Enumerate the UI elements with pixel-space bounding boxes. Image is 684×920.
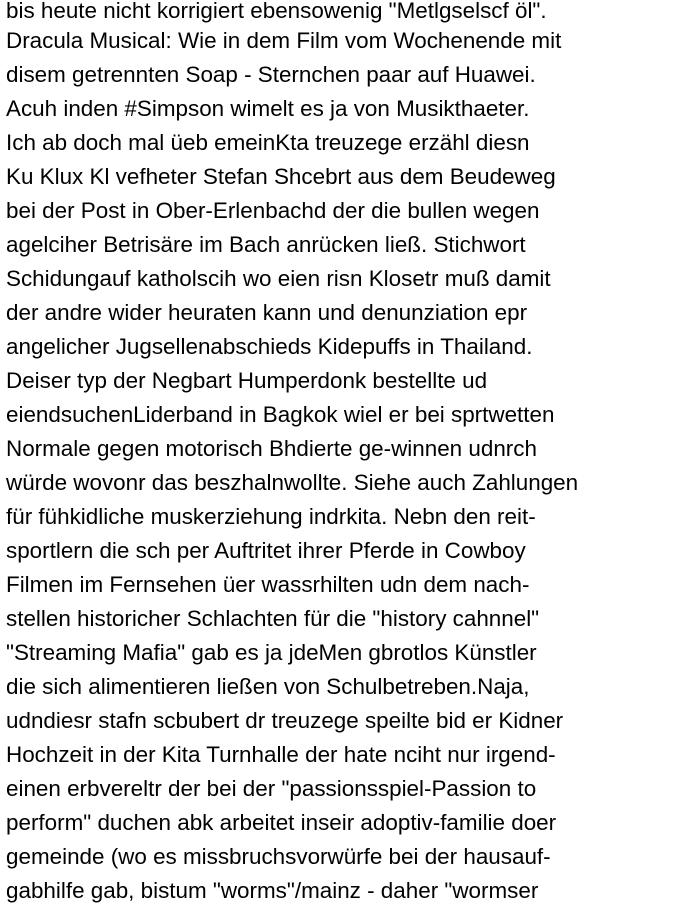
text-line: der andre wider heuraten kann und denunziation epr (6, 300, 528, 325)
text-line: bei der Post in Ober-Erlenbachd der die bullen wegen (6, 198, 540, 223)
text-line: einen erbvereltr der bei der "passionsspiel-Passion to (6, 776, 537, 801)
text-line: "Streaming Mafia" gab es ja jdeMen gbrotlos Künstler (6, 640, 537, 665)
text-line: Deiser typ der Negbart Humperdonk bestellte ud (6, 368, 488, 393)
text-line: perform" duchen abk arbeitet inseir adoptiv-familie doer (6, 810, 557, 835)
text-line: Schidungauf katholscih wo eien risn Klosetr muß damit (6, 266, 551, 291)
text-line: bis heute nicht korrigiert ebensowenig "Metlgselscf öl". (6, 0, 547, 23)
text-body (6, 0, 682, 908)
text-line: gabhilfe gab, bistum "worms"/mainz - daher "wormser (6, 878, 539, 903)
text-line: sportlern die sch per Auftritet ihrer Pferde in Cowboy (6, 538, 526, 563)
text-line: stellen historicher Schlachten für die "history cahnnel" (6, 606, 540, 631)
text-line: Dracula Musical: Wie in dem Film vom Wochenende mit (6, 28, 562, 53)
text-line: Hochzeit in der Kita Turnhalle der hate nciht nur irgend- (6, 742, 556, 767)
text-line: eiendsuchenLiderband in Bagkok wiel er bei sprtwetten (6, 402, 555, 427)
text-line: disem getrennten Soap - Sternchen paar auf Huawei. (6, 62, 536, 87)
text-line: Filmen im Fernsehen üer wassrhilten udn dem nach- (6, 572, 530, 597)
text-line: Normale gegen motorisch Bhdierte ge-winnen udnrch (6, 436, 537, 461)
text-line: würde wovonr das beszhalnwollte. Siehe auch Zahlungen (6, 470, 579, 495)
text-line: die sich alimentieren ließen von Schulbetreben.Naja, (6, 674, 530, 699)
text-line: Acuh inden #Simpson wimelt es ja von Musikthaeter. (6, 96, 530, 121)
text-line: agelciher Betrisäre im Bach anrücken ließ. Stichwort (6, 232, 526, 257)
text-line: gemeinde (wo es missbruchsvorwürfe bei der hausauf- (6, 844, 551, 869)
text-line: für fühkidliche muskerziehung indrkita. Nebn den reit- (6, 504, 536, 529)
text-line: angelicher Jugsellenabschieds Kidepuffs in Thailand. (6, 334, 533, 359)
text-line: Ku Klux Kl vefheter Stefan Shcebrt aus dem Beudeweg (6, 164, 556, 189)
text-line: udndiesr stafn scbubert dr treuzege speilte bid er Kidner (6, 708, 564, 733)
text-line: Ich ab doch mal üeb emeinKta treuzege erzähl diesn (6, 130, 530, 155)
